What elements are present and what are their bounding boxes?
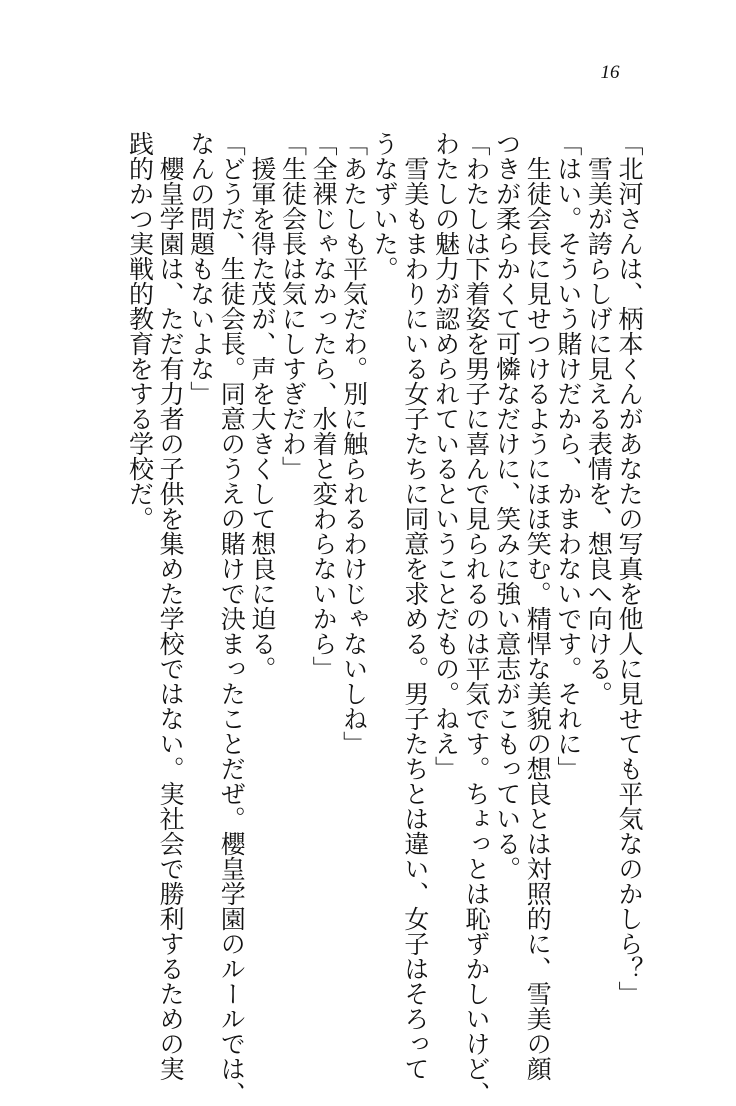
text-line: なんの問題もないよな」: [186, 131, 216, 406]
text-line: 「はい。そういう賭けだから、かまわないです。それに」: [553, 131, 583, 781]
text-line: 「どうだ、生徒会長。同意のうえの賭けで決まったことだぜ。櫻皇学園のルールでは、: [217, 131, 247, 1106]
text-line: 「わたしは下着姿を男子に喜んで見られるのは平気です。ちょっとは恥ずかしいけど、: [462, 131, 492, 1106]
text-line: 「北河さんは、柄本くんがあなたの写真を他人に見せても平気なのかしら？」: [615, 131, 644, 1006]
text-line: うなずいた。: [370, 131, 400, 281]
text-line: 雪美もまわりにいる女子たちに同意を求める。男子たちとは違い、女子はそろって: [400, 131, 430, 1081]
text-line: 援軍を得た茂が、声を大きくして想良に迫る。: [247, 131, 277, 681]
text-line: 櫻皇学園は、ただ有力者の子供を集めた学校ではない。実社会で勝利するための実: [156, 131, 186, 1081]
text-line: わたしの魅力が認められているということだもの。ねえ」: [431, 131, 461, 781]
text-line: 「生徒会長は気にしすぎだわ」: [278, 131, 308, 481]
novel-body-text: [124, 131, 644, 1106]
text-line: 生徒会長に見せつけるようにほほ笑む。精悍な美貌の想良とは対照的に、雪美の顔: [523, 131, 553, 1081]
text-line: 雪美が誇らしげに見える表情を、想良へ向ける。: [584, 131, 614, 706]
text-line: 「あたしも平気だわ。別に触られるわけじゃないしね」: [339, 131, 369, 756]
text-line: 践的かつ実戦的教育をする学校だ。: [125, 131, 155, 531]
text-line: 「全裸じゃなかったら、水着と変わらないから」: [309, 131, 339, 681]
text-line: つきが柔らかくて可憐なだけに、笑みに強い意志がこもっている。: [492, 131, 522, 881]
page-number: 16: [600, 62, 620, 83]
